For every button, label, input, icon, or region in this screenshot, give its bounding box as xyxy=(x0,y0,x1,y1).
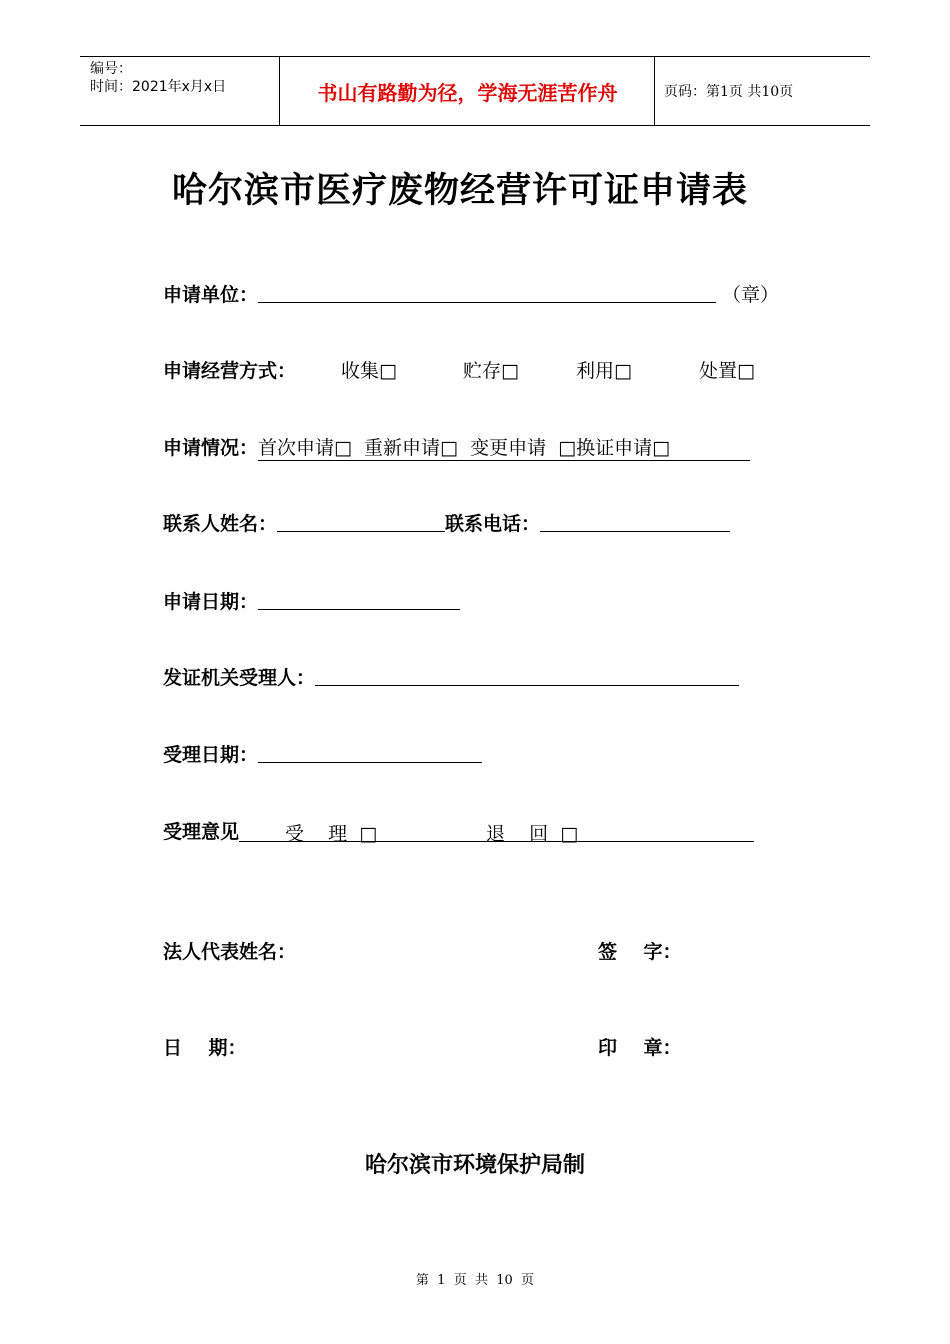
accept-date-row xyxy=(163,740,482,767)
contact-phone-field[interactable] xyxy=(540,513,730,532)
mode-option-collect[interactable]: 收集□ xyxy=(341,360,397,382)
header-motto: 书山有路勤为径，学海无涯苦作舟 xyxy=(281,57,655,125)
apply-date-label: 申请日期： xyxy=(163,591,259,613)
signature-label: 签 字： xyxy=(598,941,682,963)
signature-row xyxy=(598,937,681,964)
date-label: 日 期： xyxy=(163,1037,247,1059)
seal-suffix: （章） xyxy=(722,284,780,306)
opinion-return-option[interactable]: 退 回 □ xyxy=(486,823,579,845)
mode-option-dispose[interactable]: 处置□ xyxy=(699,360,755,382)
accept-date-field[interactable] xyxy=(258,744,482,763)
apply-date-field[interactable] xyxy=(258,591,460,610)
applicant-label: 申请单位： xyxy=(163,284,259,306)
stamp-label: 印 章： xyxy=(598,1037,682,1059)
header-time: 时间：2021年x月x日 xyxy=(90,79,227,95)
accept-date-label: 受理日期： xyxy=(163,744,259,766)
opinion-field xyxy=(239,819,754,845)
mode-label: 申请经营方式： xyxy=(163,360,297,382)
receiver-row xyxy=(163,663,739,690)
date-row xyxy=(163,1033,246,1060)
legal-rep-label: 法人代表姓名： xyxy=(163,941,297,963)
opinion-label: 受理意见 xyxy=(163,821,240,843)
contact-row xyxy=(163,509,730,536)
header-meta-cell xyxy=(80,57,280,125)
contact-phone-label: 联系电话： xyxy=(445,513,541,535)
page-footer: 第 1 页 共 10 页 xyxy=(415,1273,535,1288)
stamp-row xyxy=(598,1033,681,1060)
document-title: 哈尔滨市医疗废物经营许可证申请表 xyxy=(171,170,748,211)
receiver-field[interactable] xyxy=(315,667,739,686)
situation-label: 申请情况： xyxy=(163,437,259,459)
applicant-row xyxy=(163,280,779,307)
receiver-label: 发证机关受理人： xyxy=(163,667,316,689)
issuing-organization: 哈尔滨市环境保护局制 xyxy=(364,1153,585,1178)
header-number: 编号： xyxy=(90,61,132,77)
contact-name-label: 联系人姓名： xyxy=(163,513,278,535)
mode-row xyxy=(163,356,755,383)
header-page-info: 页码：第1页 共10页 xyxy=(664,84,794,100)
opinion-row xyxy=(163,817,754,844)
situation-row xyxy=(163,433,750,461)
mode-option-store[interactable]: 贮存□ xyxy=(463,360,519,382)
applicant-field[interactable] xyxy=(258,284,716,303)
opinion-accept-option[interactable]: 受 理 □ xyxy=(285,823,378,845)
header-table xyxy=(80,56,870,126)
situation-options[interactable]: 首次申请□ 重新申请□ 变更申请 □换证申请□ xyxy=(258,433,750,461)
contact-name-field[interactable] xyxy=(277,513,445,532)
legal-rep-row xyxy=(163,937,296,964)
apply-date-row xyxy=(163,587,460,614)
mode-option-use[interactable]: 利用□ xyxy=(576,360,632,382)
